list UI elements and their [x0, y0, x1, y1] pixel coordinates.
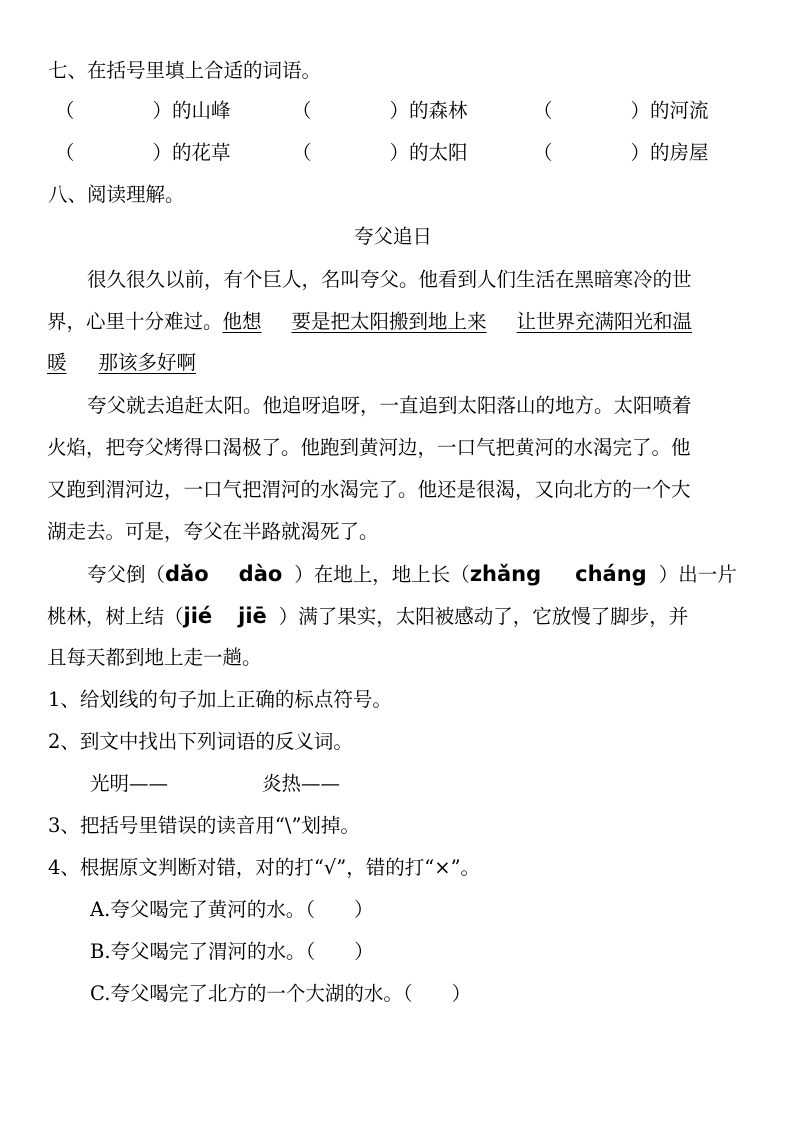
blank-item-3: （ ）的河流 [533, 99, 709, 122]
pinyin-jie2: jié [183, 604, 213, 628]
judgement-item-c: C.夸父喝完了北方的一个大湖的水。（ ） [90, 982, 472, 1005]
p2-line-4: 湖走去。可是，夸父在半路就渴死了。 [47, 520, 379, 543]
section-8-heading: 八、阅读理解。 [48, 183, 185, 206]
underlined-sentence-part-1: 他想 要是把太阳搬到地上来 让世界充满阳光和温 [222, 310, 693, 333]
pinyin-dao3: dǎo [165, 562, 209, 586]
p2-line-3: 又跑到渭河边，一口气把渭河的水渴完了。他还是很渴，又向北方的一个大 [47, 478, 691, 501]
question-3: 3、把括号里错误的读音用“\”划掉。 [48, 814, 360, 837]
judgement-item-a: A.夸父喝完了黄河的水。（ ） [90, 898, 374, 921]
p1-line-3 [47, 350, 747, 376]
pinyin-dao4: dào [238, 562, 283, 586]
question-4: 4、根据原文判断对错，对的打“√”，错的打“×”。 [48, 856, 481, 879]
p2-line-1: 夸父就去追赶太阳。他追呀追呀，一直追到太阳落山的地方。太阳喷着 [87, 394, 692, 417]
blank-item-2: （ ）的森林 [292, 99, 468, 122]
p2-line-2: 火焰，把夸父烤得口渴极了。他跑到黄河边，一口气把黄河的水渴完了。他 [47, 436, 691, 459]
blank-item-4: （ ）的花草 [55, 141, 231, 164]
p1-line-1 [87, 267, 747, 293]
antonym-prompt-2: 炎热—— [262, 772, 341, 795]
antonym-prompt-1: 光明—— [90, 772, 169, 795]
blank-item-1: （ ）的山峰 [55, 99, 231, 122]
p1-line-2 [47, 309, 747, 335]
blank-item-5: （ ）的太阳 [292, 141, 468, 164]
pinyin-zhang3: zhǎng [469, 562, 542, 586]
blank-item-6: （ ）的房屋 [533, 141, 709, 164]
pinyin-jie1: jiē [238, 604, 267, 628]
question-2: 2、到文中找出下列词语的反义词。 [48, 730, 353, 753]
judgement-item-b: B.夸父喝完了渭河的水。（ ） [90, 940, 374, 963]
p1-line-2-plain: 界，心里十分难过。 [47, 310, 223, 333]
underlined-sentence-part-2: 暖 那该多好啊 [47, 351, 197, 374]
pinyin-chang2: cháng [575, 562, 647, 586]
passage-title: 夸父追日 [354, 225, 433, 248]
question-1: 1、给划线的句子加上正确的标点符号。 [48, 688, 392, 711]
p3-line-1: 夸父倒（dǎo dào ）在地上，地上长（zhǎng cháng ）出一片 [87, 562, 737, 586]
p3-line-3: 且每天都到地上走一趟。 [47, 646, 262, 669]
p1-line-1-text: 很久很久以前，有个巨人，名叫夸父。他看到人们生活在黑暗寒冷的世 [87, 268, 692, 291]
p3-line-2: 桃林，树上结（jié jiē ）满了果实，太阳被感动了，它放慢了脚步，并 [47, 604, 689, 628]
section-7-heading: 七、在括号里填上合适的词语。 [48, 59, 322, 82]
